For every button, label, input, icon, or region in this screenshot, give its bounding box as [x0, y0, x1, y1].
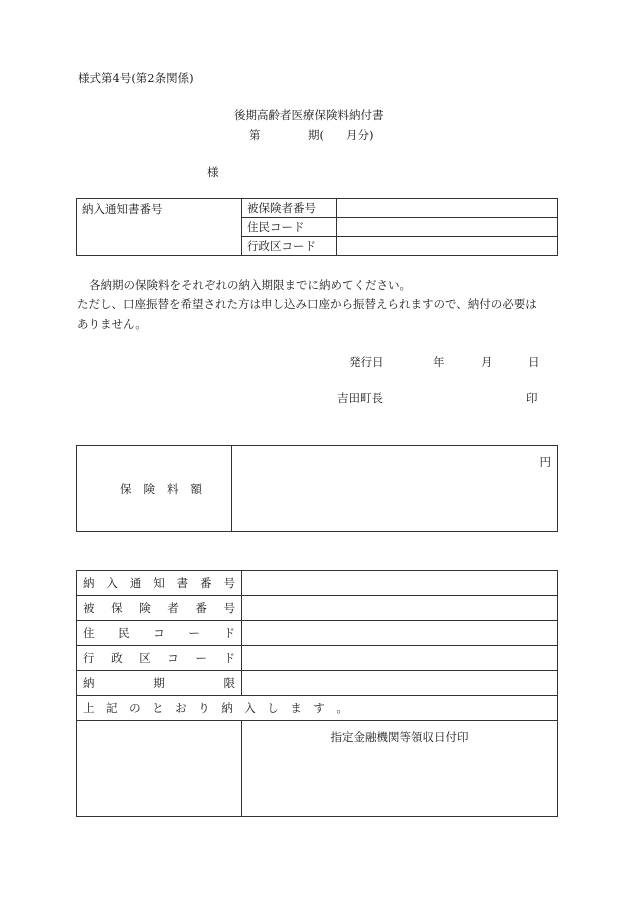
label-char: 険 [139, 601, 151, 615]
statement-char: 上 [83, 701, 95, 715]
label-char: 納 [83, 676, 95, 690]
admin-district-label: 行政区コード [242, 237, 337, 256]
label-char: 住 [83, 626, 95, 640]
receipt-insured-number-label [77, 596, 242, 621]
statement-char: 納 [221, 701, 233, 715]
admin-district-value [337, 237, 558, 256]
table-row [77, 696, 558, 721]
premium-unit: 円 [539, 455, 551, 469]
statement-char: お [175, 701, 187, 715]
premium-label-cell [77, 446, 232, 532]
label-char: 番 [200, 576, 212, 590]
label-char: 納 [83, 576, 95, 590]
message-line-2: ただし、口座振替を希望された方は申し込み口座から振替えられますので、納付の必要は [77, 297, 537, 311]
label-char: 番 [195, 601, 207, 615]
receipt-blank-cell [77, 721, 242, 817]
statement-char: ま [290, 701, 302, 715]
receipt-resident-code-label [77, 621, 242, 646]
mayor-seal: 印 [526, 391, 538, 405]
label-char: ー [188, 626, 200, 640]
insured-number-value [337, 199, 558, 218]
statement-char: と [152, 701, 164, 715]
label-char: 政 [111, 651, 123, 665]
label-char: 者 [167, 601, 179, 615]
table-row [77, 596, 558, 621]
receipt-due-date-value [242, 671, 558, 696]
insured-number-label: 被保険者番号 [242, 199, 337, 218]
premium-label [120, 481, 202, 497]
premium-table [76, 445, 558, 532]
statement-char: し [267, 701, 279, 715]
issue-year: 年 [433, 355, 445, 369]
label-char: コ [167, 651, 179, 665]
table-row [77, 721, 558, 817]
label-char: 通 [129, 576, 142, 590]
table-row [77, 646, 558, 671]
period-dai: 第 [249, 128, 261, 142]
label-char: 民 [118, 626, 130, 640]
label-char: 行 [83, 651, 95, 665]
premium-label-char: 料 [167, 481, 179, 496]
issue-month: 月 [481, 355, 493, 369]
message-line-3: ありません。 [77, 317, 147, 331]
receipt-statement [77, 696, 558, 721]
statement-char: す [313, 701, 325, 715]
label-char: 限 [223, 676, 235, 690]
notice-number-label: 納入通知書番号 [77, 199, 242, 256]
receipt-admin-district-value [242, 646, 558, 671]
receipt-table [76, 570, 558, 817]
receipt-resident-code-value [242, 621, 558, 646]
premium-label-char: 険 [143, 481, 155, 496]
addressee-suffix: 様 [207, 165, 219, 179]
bank-stamp-label: 指定金融機関等領収日付印 [330, 730, 469, 744]
message-line-1: 各納期の保険料をそれぞれの納入期限までに納めてください。 [89, 278, 411, 292]
receipt-due-date-label [77, 671, 242, 696]
label-char: ド [223, 651, 235, 665]
label-char: 号 [223, 576, 235, 590]
label-char: 号 [223, 601, 235, 615]
label-char: 知 [153, 576, 165, 590]
label-char: コ [153, 626, 165, 640]
receipt-notice-number-value [242, 571, 558, 596]
bank-stamp-cell [242, 721, 558, 817]
receipt-notice-number-label [77, 571, 242, 596]
resident-code-value [337, 218, 558, 237]
premium-label-char: 額 [190, 481, 202, 496]
receipt-insured-number-value [242, 596, 558, 621]
table-row [77, 621, 558, 646]
table-row [77, 571, 558, 596]
receipt-admin-district-label [77, 646, 242, 671]
statement-char: 入 [244, 701, 256, 715]
form-number: 様式第4号(第2条関係) [78, 71, 194, 85]
table-row [77, 671, 558, 696]
label-char: 期 [153, 676, 165, 690]
premium-amount-cell [232, 446, 558, 532]
issue-day: 日 [528, 355, 540, 369]
label-char: 区 [139, 651, 151, 665]
label-char: ド [223, 626, 235, 640]
issue-date-label: 発行日 [349, 355, 384, 369]
statement-char: り [198, 701, 210, 715]
top-info-table [76, 198, 558, 256]
resident-code-label: 住民コード [242, 218, 337, 237]
premium-label-char: 保 [120, 481, 132, 496]
form-title: 後期高齢者医療保険料納付書 [234, 108, 384, 122]
label-char: 入 [106, 576, 118, 590]
label-char: 書 [176, 576, 189, 590]
period-ki: 期( [308, 128, 324, 142]
statement-char: 。 [336, 701, 348, 715]
statement-char: の [129, 701, 141, 715]
period-month: 月分) [346, 128, 374, 142]
label-char: 被 [83, 601, 95, 615]
label-char: 保 [111, 601, 123, 615]
mayor-label: 吉田町長 [337, 391, 383, 405]
statement-char: 記 [106, 701, 118, 715]
label-char: ー [195, 651, 207, 665]
